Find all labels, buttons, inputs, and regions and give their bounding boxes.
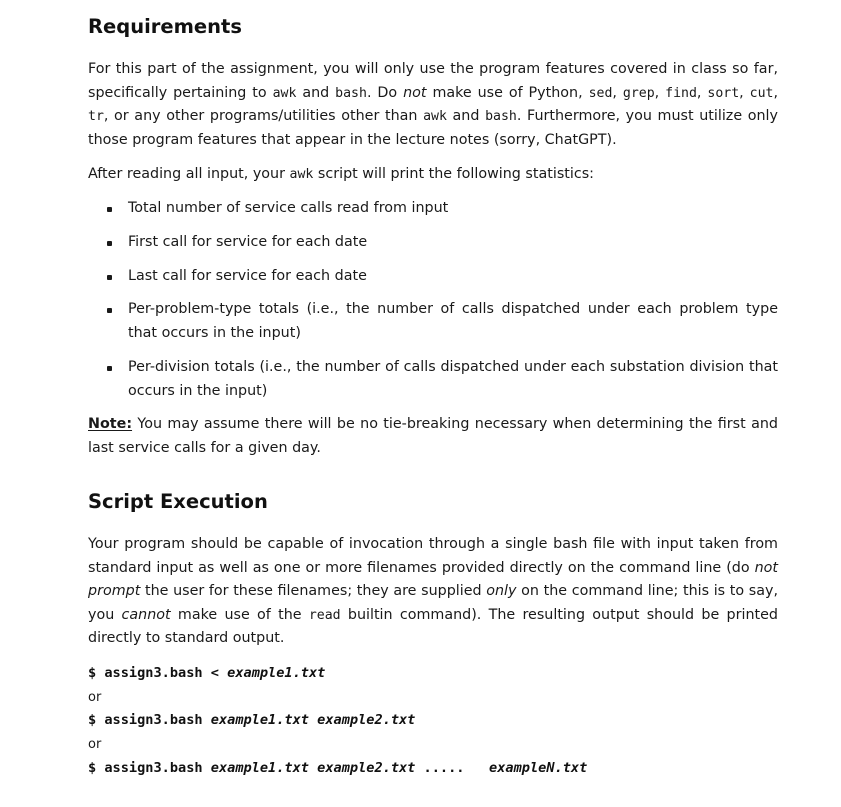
command-example: $ assign3.bash example1.txt example2.txt <box>88 712 416 728</box>
note-label: Note: <box>88 416 133 432</box>
or-separator: or <box>88 737 102 752</box>
command-example: $ assign3.bash example1.txt example2.txt ..... exampleN.txt <box>88 760 588 776</box>
list-item: First call for service for each date <box>128 231 778 255</box>
bullet-icon <box>107 275 112 280</box>
bullet-icon <box>107 308 112 313</box>
list-item: Total number of service calls read from input <box>128 197 778 221</box>
section-heading-requirements: Requirements <box>88 15 242 38</box>
list-item: Last call for service for each date <box>128 265 778 289</box>
or-separator: or <box>88 690 102 705</box>
section-heading-script-execution: Script Execution <box>88 490 268 513</box>
list-item: Per-division totals (i.e., the number of calls dispatched under each substation division that occurs in the input) <box>128 356 778 403</box>
requirements-intro-paragraph: For this part of the assignment, you will only use the program features covered in class so far, specifically pertaining to awk and bash. Do not make use of Python, sed, grep, find, sort, cut, tr, or any other programs/utilities other than awk and bash. Furthermore, you must utilize only those program features that appear in the lecture notes (sorry, ChatGPT). <box>88 61 779 148</box>
execution-paragraph: Your program should be capable of invocation through a single bash file with input taken from standard input as well as one or more filenames provided directly on the command line (do not prompt the user for these filenames; they are supplied only on the command line; this is to say, you cannot make use of the read builtin command). The resulting output should be printed directly to standard output. <box>88 536 778 646</box>
bullet-icon <box>107 241 112 246</box>
bullet-icon <box>107 207 112 212</box>
command-example: $ assign3.bash < example1.txt <box>88 665 326 681</box>
statistics-intro-paragraph: After reading all input, your awk script will print the following statistics: <box>88 166 594 182</box>
list-item: Per-problem-type totals (i.e., the number of calls dispatched under each problem type that occurs in the input) <box>128 298 778 345</box>
note-paragraph: Note: You may assume there will be no tie-breaking necessary when determining the first and last service calls for a given day. <box>88 416 778 456</box>
bullet-icon <box>107 366 112 371</box>
